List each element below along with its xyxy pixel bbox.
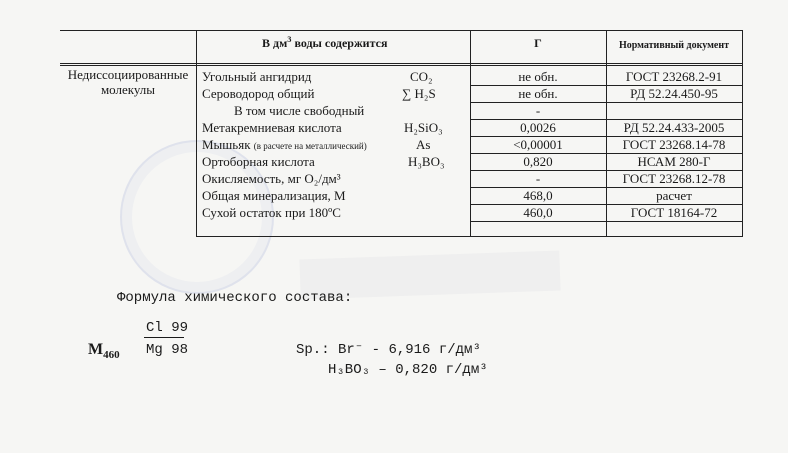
formula-title: Формула химического состава: xyxy=(117,290,353,306)
header-normative-document: Нормативный документ xyxy=(618,40,730,51)
formula-numerator: Cl 99 xyxy=(146,320,189,336)
sp-line-2: H₃BO₃ – 0,820 г/дм³ xyxy=(328,362,488,378)
sp-line-1: Sp.: Br⁻ - 6,916 г/дм³ xyxy=(296,342,481,358)
fraction-bar xyxy=(144,337,184,338)
formula-denominator: Mg 98 xyxy=(146,342,189,358)
header-unit: Г xyxy=(534,36,542,50)
document-page: В $дм^3$ воды содержится Г Нормативный документ Недиссоциированные молекулы Угольный ангидрид CO₂ не обн. ГОСТ 23268.2-91 Сероводород общий ∑ H₂S не обн. РД 52.24.450-95 В том числе свободный - Метакремниевая кислота H₂SiO₃ 0,0026 РД 52.24.433-2005 Мышьяк (в расчете на металлический) As <0,00001 ГОСТ 23268.14-78 Ортоборная кислота H₃BO₃ 0,820 НСАМ 280-Г Окисляемость, мг O₂/дм³ - ГОСТ 23268.12-78 Общая минерализация, М 468,0 расчет Сухой остаток при 180ºС 460,0 ГОСТ 18164-72 Формула химического состава: Cl 99 $М_{460}$ Mg 98 Sp.: Br⁻ - 6,916 г/дм³ H₃BO₃ – 0,820 г/дм³ xyxy=(0,0,788,453)
header-contains: В $дм^3$ воды содержится xyxy=(262,35,388,50)
mineralization-symbol: $М_{460}$ xyxy=(88,341,120,362)
group-label: Недиссоциированные молекулы xyxy=(67,67,189,97)
